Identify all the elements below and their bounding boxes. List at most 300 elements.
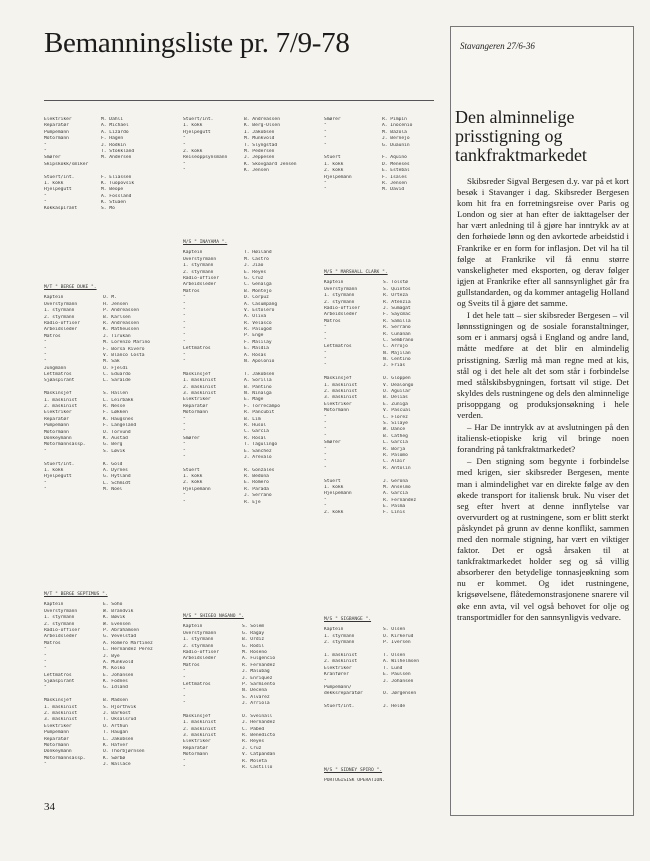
crew-name: H. Jensen xyxy=(103,301,128,307)
crew-name: C. Alair xyxy=(383,459,406,465)
crew-position: " xyxy=(324,465,327,471)
crew-position: " xyxy=(44,359,47,365)
crew-name: J. Cruz xyxy=(242,745,262,751)
crew-name: O. Gloppen xyxy=(383,376,411,382)
crew-position: " xyxy=(44,148,47,154)
crew-position: Maskinsjef xyxy=(324,376,352,382)
crew-position: Kaptein xyxy=(324,280,344,286)
crew-position: 1. maskinist xyxy=(44,704,78,710)
crew-name: L. Schmidt xyxy=(103,480,131,486)
crew-name: K. Tuopovsik xyxy=(101,180,135,186)
crew-position: Lettmatros xyxy=(44,672,72,678)
crew-name: M. Castro xyxy=(244,256,269,262)
crew-name: L. Hernandez Perez xyxy=(103,647,153,653)
crew-name: V. Dealongo xyxy=(383,382,414,388)
crew-name: A. Munkvold xyxy=(103,659,134,665)
crew-name: R. Nesse xyxy=(103,404,126,410)
crew-name: T. Slyngstad xyxy=(244,142,278,148)
sidebar-dateline: Stavangeren 27/6-36 xyxy=(460,41,535,51)
crew-name: R. Velasco xyxy=(244,320,272,326)
crew-position: Skipskokk/smiker xyxy=(44,161,89,167)
crew-name: E. Zuniga xyxy=(383,401,408,407)
crew-position: Overstyrmann xyxy=(183,256,217,262)
crew-position: " xyxy=(183,352,186,358)
crew-name: C. Florez xyxy=(383,414,408,420)
crew-position: Arbeidsleder xyxy=(183,282,217,288)
crew-position: Motormann xyxy=(44,136,69,142)
crew-name: A. Oliva xyxy=(244,314,267,320)
crew-position: Pumpemann xyxy=(44,129,69,135)
crew-position: " xyxy=(44,487,47,493)
crew-position: Stuert/int. xyxy=(183,117,214,122)
crew-name: A. Casumpang xyxy=(244,301,278,307)
crew-position: " xyxy=(324,187,327,193)
crew-position: Motormannsassp. xyxy=(44,442,86,448)
crew-list-b5 xyxy=(183,240,314,506)
crew-position: 2. kokk xyxy=(324,168,344,174)
crew-position: Motormann xyxy=(183,410,208,416)
crew-row xyxy=(183,500,314,506)
crew-position: PORTUGISISK OPERATION. xyxy=(324,778,385,784)
crew-position: " xyxy=(183,493,186,499)
crew-name: L. Leirbakk xyxy=(103,397,134,403)
crew-name: S. Tolstø xyxy=(383,280,408,286)
crew-position: " xyxy=(183,765,186,770)
crew-position: " xyxy=(324,363,327,369)
crew-name: R. Borja xyxy=(383,446,406,452)
crew-position: Elektriker xyxy=(183,397,211,403)
crew-position: 3. maskinist xyxy=(183,391,217,396)
crew-position: 1. kokk xyxy=(44,467,64,473)
crew-name: B. Karlsen xyxy=(103,314,131,320)
crew-name: F. Hagen xyxy=(101,136,124,142)
crew-name: R. Palomo xyxy=(383,452,408,458)
crew-position: Arbeidsleder xyxy=(44,634,78,640)
crew-name: G. Duaunin xyxy=(382,142,410,148)
crew-name: M. David xyxy=(382,187,405,193)
crew-name: F. Torrecampo xyxy=(244,403,280,409)
crew-position: 1. styrmann xyxy=(183,263,214,269)
crew-position: Hjelpemann xyxy=(183,486,211,492)
crew-name: P. Andreassen xyxy=(103,308,139,314)
crew-name: V. Estolero xyxy=(244,307,275,313)
crew-name: W. Evensen xyxy=(103,621,131,627)
crew-name: J. Johansen xyxy=(383,678,414,684)
crew-position: 1. maskinist xyxy=(324,382,358,388)
crew-position: Smører xyxy=(324,117,341,122)
crew-position: Hjelpegutt xyxy=(44,187,72,193)
crew-position: " xyxy=(183,454,186,460)
crew-name: R. Parada xyxy=(244,486,269,492)
crew-name: T. Jakobsen xyxy=(244,371,275,377)
crew-position: Stuert xyxy=(183,467,200,473)
crew-name: N. Decena xyxy=(242,688,267,694)
ship-heading: M/T " BERGE DUKE ". xyxy=(44,285,97,290)
crew-name: T. Oksalsrud xyxy=(103,717,137,723)
crew-name: O. Aguilar xyxy=(383,389,411,395)
crew-name: R. Cunanan xyxy=(383,331,411,337)
crew-name: A. Romero Martinez xyxy=(103,640,153,646)
crew-name: A. Garcia xyxy=(383,491,408,497)
crew-position: 1. styrmann xyxy=(324,293,355,299)
crew-position: " xyxy=(183,168,186,174)
crew-name: J. Gerona xyxy=(383,478,408,484)
crew-position: " xyxy=(44,666,47,672)
crew-name: V. Pascual xyxy=(383,408,411,414)
crew-position: 1. kokk xyxy=(44,180,64,186)
crew-position: " xyxy=(183,688,186,694)
crew-name: S. Mo xyxy=(101,206,115,212)
crew-list-b4 xyxy=(44,285,177,494)
crew-position: " xyxy=(183,359,186,365)
crew-position: Lettmatros xyxy=(183,681,211,687)
crew-row xyxy=(44,487,177,493)
crew-position: 2. maskinist xyxy=(324,659,358,665)
crew-name: K. Skovgaard Jensen xyxy=(244,161,297,167)
crew-position: Elektriker xyxy=(183,739,211,745)
crew-name: G. Ragay xyxy=(242,630,265,636)
crew-name: P. Abrahamsen xyxy=(103,627,139,633)
crew-name: R. Bedona xyxy=(244,474,269,480)
crew-position: Stuert/int. xyxy=(324,704,355,710)
crew-position: 2. maskinist xyxy=(324,389,358,395)
crew-row xyxy=(44,762,177,768)
crew-row xyxy=(324,510,439,516)
crew-position: Elektriker xyxy=(44,117,72,122)
crew-name: A. Sorilla xyxy=(244,378,272,384)
crew-name: M. Roseno xyxy=(242,649,267,655)
crew-name: W. Brandvik xyxy=(103,608,134,614)
article-paragraph: – Den stigning som begynte i forbindelse med krigen, sier skibsreder Bergesen, mente man i almindelighet var en direkte følge av den økede transport for italiensk bruk. Nu viser det seg efter hvert at denne innflytelse var overvurdert og at rustningene, som er blitt sterkt påskyndet på grunn av denne konflikt, sammen med den normale stigning, har vært en viktiger faktor. Det er også årsaken til at tankfraktmarkedet holder seg og så villig absorberer den betydelige tonnasjeøkning som nu er kommet. Og idet rustningene, krigsøvelsene, flåtedemonstrasjonene snarere vil øke enn avta, vil vel også behovet for olje og transportmidler for den sannsynligvis vedvare. xyxy=(457,456,629,622)
crew-name: L. Saraide xyxy=(103,378,131,384)
crew-position: dekksreparatør xyxy=(324,691,363,697)
ship-heading: M/S " SHIGEO NAGANO ". xyxy=(183,614,244,619)
ship-heading: M/S " MARSHALL CLARK ". xyxy=(324,270,388,275)
crew-name: K. Berg-Olsen xyxy=(244,123,280,129)
crew-position: " xyxy=(324,459,327,465)
crew-name: E. Maldia xyxy=(244,346,269,352)
crew-position: " xyxy=(183,320,186,326)
crew-position: Radio-offiser xyxy=(324,305,360,311)
crew-position: Overstyrmann xyxy=(44,608,78,614)
crew-list-b8 xyxy=(183,614,314,771)
crew-position: Hjelpemann xyxy=(324,491,352,497)
crew-name: A. Fossland xyxy=(101,193,132,199)
crew-row xyxy=(44,206,147,212)
crew-name: P. Enge xyxy=(244,333,264,339)
crew-row xyxy=(324,187,428,193)
crew-position: Reparatør xyxy=(44,123,69,129)
crew-name: L. Garcia xyxy=(383,440,408,446)
crew-name: R. Palugod xyxy=(244,327,272,333)
crew-name: M. Dahli xyxy=(101,117,124,122)
crew-name: R. Eje xyxy=(244,499,261,505)
crew-name: R. Gonzales xyxy=(244,467,275,473)
crew-name: D. Meneses xyxy=(382,161,410,167)
crew-name: J. Frias xyxy=(383,363,406,369)
crew-name: R. Samilla xyxy=(383,318,411,324)
crew-position: " xyxy=(183,161,186,167)
crew-name: K. Austad xyxy=(103,436,128,441)
crew-position: Kaptein xyxy=(44,295,64,301)
crew-name: A. Dyrnes xyxy=(103,467,128,473)
crew-row xyxy=(324,778,435,784)
crew-position: 1. maskinist xyxy=(183,378,217,384)
crew-name: J. Bye xyxy=(103,653,120,659)
crew-position: " xyxy=(324,142,327,148)
crew-position: " xyxy=(44,193,47,199)
crew-position: Hjelpegutt xyxy=(183,129,211,135)
crew-position: Reparatør xyxy=(44,416,69,422)
crew-position: Donkeymann xyxy=(44,436,72,441)
crew-position: 2. maskinist xyxy=(44,711,78,717)
crew-name: A. Lizardo xyxy=(101,129,129,135)
crew-list-b10 xyxy=(324,768,435,785)
crew-name: R. Atenzia xyxy=(383,299,411,305)
crew-position: Sjøaspirant xyxy=(44,679,75,685)
crew-name: S. Hallen xyxy=(103,391,128,397)
crew-position: 1. maskinist xyxy=(183,720,217,726)
crew-name: S. Solem xyxy=(242,624,265,630)
crew-position: Maskinsjef xyxy=(183,371,211,377)
crew-name: V. Catpandan xyxy=(242,752,276,758)
crew-position: Smører xyxy=(183,435,200,441)
crew-position: 1. styrmann xyxy=(44,615,75,621)
crew-name: N. Centino xyxy=(383,357,411,363)
crew-name: R. Benedicto xyxy=(242,733,276,739)
crew-position: Matros xyxy=(183,288,200,294)
crew-name: E. Soho xyxy=(103,602,123,608)
crew-name: T. Stokkland xyxy=(101,148,135,154)
crew-position: Overstyrmann xyxy=(183,630,217,636)
crew-position: " xyxy=(324,678,327,684)
crew-name: R. Serrano xyxy=(383,325,411,331)
crew-name: G. Cruz xyxy=(244,275,264,281)
crew-name: J. Jeppesen xyxy=(244,155,275,161)
crew-position: 2. styrmann xyxy=(324,299,355,305)
crew-position: " xyxy=(183,416,186,422)
crew-position: Arbeidsleder xyxy=(183,656,217,662)
crew-position: Motormannsassp. xyxy=(44,755,86,761)
crew-name: R. Antolin xyxy=(383,465,411,471)
crew-position: Lettmatros xyxy=(324,344,352,350)
crew-position: " xyxy=(183,136,186,142)
crew-position: Elektriker xyxy=(44,410,72,416)
crew-name: F. Løkken xyxy=(103,410,128,416)
crew-position: Overstyrmann xyxy=(44,301,78,307)
crew-position: Hjelpegutt xyxy=(44,474,72,480)
crew-name: T. Tagulingo xyxy=(244,442,278,448)
crew-position: Reparatør xyxy=(183,745,208,751)
crew-position: " xyxy=(44,480,47,486)
crew-position: Donkeymann xyxy=(44,749,72,755)
crew-name: R. Jensen xyxy=(382,180,407,186)
crew-name: S. Olsen xyxy=(383,627,406,633)
crew-name: R. Fernandez xyxy=(383,497,417,503)
crew-name: O. M. xyxy=(103,295,117,301)
crew-position: 3. maskinist xyxy=(324,395,358,401)
crew-name: E. Palma xyxy=(383,504,406,510)
crew-name: C. Sembrano xyxy=(383,337,414,343)
crew-name: O. Jørgensen xyxy=(383,691,417,697)
crew-name: B. Lim xyxy=(244,416,261,422)
crew-position: 2. maskinist xyxy=(44,404,78,410)
crew-name: F. Linis xyxy=(383,510,406,516)
crew-position: Kranfører xyxy=(324,672,349,678)
crew-position: " xyxy=(324,129,327,135)
crew-row xyxy=(183,765,314,771)
crew-position: Stuert xyxy=(324,155,341,161)
crew-position: Jungmann xyxy=(44,365,67,371)
crew-name: C. Genalga xyxy=(244,282,272,288)
crew-position: 2. kokk xyxy=(324,510,344,516)
crew-position: Pumpemann xyxy=(44,423,69,429)
article-paragraph: I det hele tatt – sier skibsreder Bergesen – vil lønnsstigningen og de sosiale foranstaltninger, som er i anmarsj også i England og andre land, måtte medføre at det blir en almindelig prisstigning. Særlig må man regne med at kis, stål og i det hele alt det som står i forbindelse med stålskibsbygningen, fortsatt vil stige. Det skyldes dels rustningene og dels den alminnelige prisoppgang og produksjonsøkning i hele verden. xyxy=(457,310,629,420)
crew-name: V. Blanco Costa xyxy=(103,352,145,358)
crew-position: Pumpemann xyxy=(44,730,69,736)
crew-position: Matros xyxy=(44,640,61,646)
crew-name: T. Haugan xyxy=(103,730,128,736)
crew-name: K. Fodnes xyxy=(103,679,128,685)
crew-position: " xyxy=(183,758,186,764)
crew-position: " xyxy=(44,340,47,346)
crew-row xyxy=(324,704,439,710)
crew-list-b3 xyxy=(324,117,428,194)
crew-position: Kaptein xyxy=(183,624,203,630)
crew-position: 2. styrmann xyxy=(324,640,355,646)
crew-name: B. Delias xyxy=(383,395,408,401)
crew-position: " xyxy=(324,123,327,129)
crew-name: C. Arrojo xyxy=(383,344,408,350)
crew-name: B. Montejo xyxy=(244,288,272,294)
crew-name: N. Majilan xyxy=(383,350,411,356)
page-title: Bemanningsliste pr. 7/9-78 xyxy=(44,27,350,59)
crew-position: Motormann xyxy=(324,408,349,414)
crew-position: Reiseoppsynsmann xyxy=(183,155,228,161)
crew-position: " xyxy=(324,350,327,356)
crew-name: F. Malilay xyxy=(244,339,272,345)
crew-name: A. Wilhelmsen xyxy=(383,659,419,665)
crew-name: M. Beope xyxy=(101,187,124,193)
crew-position: Elektriker xyxy=(324,401,352,407)
crew-position: 1. kokk xyxy=(324,161,344,167)
crew-name: F. Langeland xyxy=(103,423,137,429)
crew-position: " xyxy=(324,452,327,458)
crew-position: " xyxy=(183,675,186,681)
crew-name: M. Bazola xyxy=(382,129,407,135)
crew-position: Motormann xyxy=(183,752,208,758)
crew-name: J. Malubag xyxy=(242,669,270,675)
crew-position: Kaptein xyxy=(183,250,203,256)
crew-name: B. Andreassen xyxy=(244,117,280,122)
crew-position: 3. maskinist xyxy=(183,733,217,739)
crew-position: 2. kokk xyxy=(183,480,203,486)
crew-name: M. Kolko xyxy=(103,666,126,672)
crew-name: G. Idland xyxy=(103,685,128,691)
crew-list-b9 xyxy=(324,617,439,710)
crew-name: T. Høiland xyxy=(244,250,272,256)
crew-name: S. Alvarez xyxy=(242,694,270,700)
crew-name: T. Lund xyxy=(383,665,403,671)
crew-name: B. Ordiz xyxy=(242,637,265,643)
article-paragraph: Skibsreder Sigval Bergesen d.y. var på et kort besøk i Stavanger i dag. Skibsreder Bergesen kom hit fra en forretningsreise over Paris og London og sier at han efter de iakttagelser der har vært anledning til å gjøre har inntrykk av at den forhøiede lønn og den avkortede arbeidstid i Frankrike er en form for inflasjon. Det vil ha til følge at Frankrike vil få ennu større vanskeligheter med eksporten, og derav følger igjen at Frankrike efter all sannsynlighet går fra gullstandarden, og da kommer antagelig Holland og Sveits til å gjøre det samme. xyxy=(457,176,629,309)
crew-name: M. Noel xyxy=(103,487,123,493)
title-rule xyxy=(44,100,434,101)
crew-position: " xyxy=(183,701,186,707)
ship-heading: M/T " BERGE SEPTIMUS ". xyxy=(44,592,108,597)
crew-list-b1 xyxy=(44,117,147,213)
crew-position: Arbeidsleder xyxy=(44,327,78,333)
crew-name: J. Hernandez xyxy=(242,720,276,726)
crew-position: " xyxy=(44,647,47,653)
crew-list-b2 xyxy=(183,117,314,175)
crew-name: J. Serrano xyxy=(244,493,272,499)
crew-name: O. Torvund xyxy=(103,429,131,435)
crew-position: Kaptein xyxy=(324,627,344,633)
crew-position: " xyxy=(183,442,186,448)
crew-name: J. Bernejo xyxy=(382,136,410,142)
crew-name: G. Hytland xyxy=(103,474,131,480)
crew-position: " xyxy=(183,694,186,700)
crew-position: 1. kokk xyxy=(324,484,344,490)
crew-name: J. Jiao xyxy=(244,263,264,269)
crew-name: M. Andersen xyxy=(101,155,132,161)
crew-name: I. Jakobsen xyxy=(244,129,275,135)
crew-name: A. Rosas xyxy=(244,352,267,358)
crew-position: " xyxy=(183,669,186,675)
crew-name: R. Reyes xyxy=(242,739,265,745)
ship-heading: M/S " SIDNEY SPIRO ". xyxy=(324,768,383,773)
crew-name: R. Orteza xyxy=(383,293,408,299)
crew-name: R. Andreassen xyxy=(103,320,139,326)
crew-name: S. Quintos xyxy=(383,286,411,292)
crew-name: P. Sarmiento xyxy=(242,681,276,687)
crew-position: " xyxy=(44,352,47,358)
crew-name: A. Inocenio xyxy=(382,123,413,129)
crew-name: E. Johansen xyxy=(103,672,134,678)
crew-position: Hjelpemann xyxy=(324,174,352,180)
crew-list-b7 xyxy=(44,592,177,769)
crew-name: M. Lorenzo Marino xyxy=(103,340,151,346)
crew-name: D. Corpuz xyxy=(244,295,269,301)
page-number: 34 xyxy=(44,801,55,813)
crew-name: S. Løvik xyxy=(103,448,126,454)
crew-name: K. Stuaen xyxy=(101,200,126,206)
crew-name: K. Gold xyxy=(103,461,123,467)
crew-name: J. Wallace xyxy=(103,762,131,768)
crew-name: W. Dance xyxy=(383,427,406,433)
crew-name: C. Pabed xyxy=(242,726,265,732)
crew-position: 3. maskinist xyxy=(44,717,78,723)
crew-position: " xyxy=(324,331,327,337)
crew-name: O. Årthun xyxy=(103,723,128,729)
crew-position: 2. styrmann xyxy=(183,643,214,649)
crew-name: N. Ninalga xyxy=(244,391,272,396)
crew-name: J. Tirukan xyxy=(103,333,131,339)
crew-name: B. Madsen xyxy=(103,698,128,704)
crew-position: " xyxy=(44,200,47,206)
crew-name: K. Haugsnes xyxy=(103,416,134,422)
crew-position: " xyxy=(44,142,47,148)
crew-row xyxy=(183,168,314,174)
crew-name: R. Fernandez xyxy=(242,662,276,668)
crew-name: R. Pimpin xyxy=(382,117,407,122)
crew-position: Lettmatros xyxy=(44,372,72,378)
crew-name: M. Anselmo xyxy=(383,484,411,490)
crew-position: " xyxy=(324,325,327,331)
crew-name: J. Arevalo xyxy=(244,454,272,460)
crew-name: F. Saycmac xyxy=(383,312,411,318)
